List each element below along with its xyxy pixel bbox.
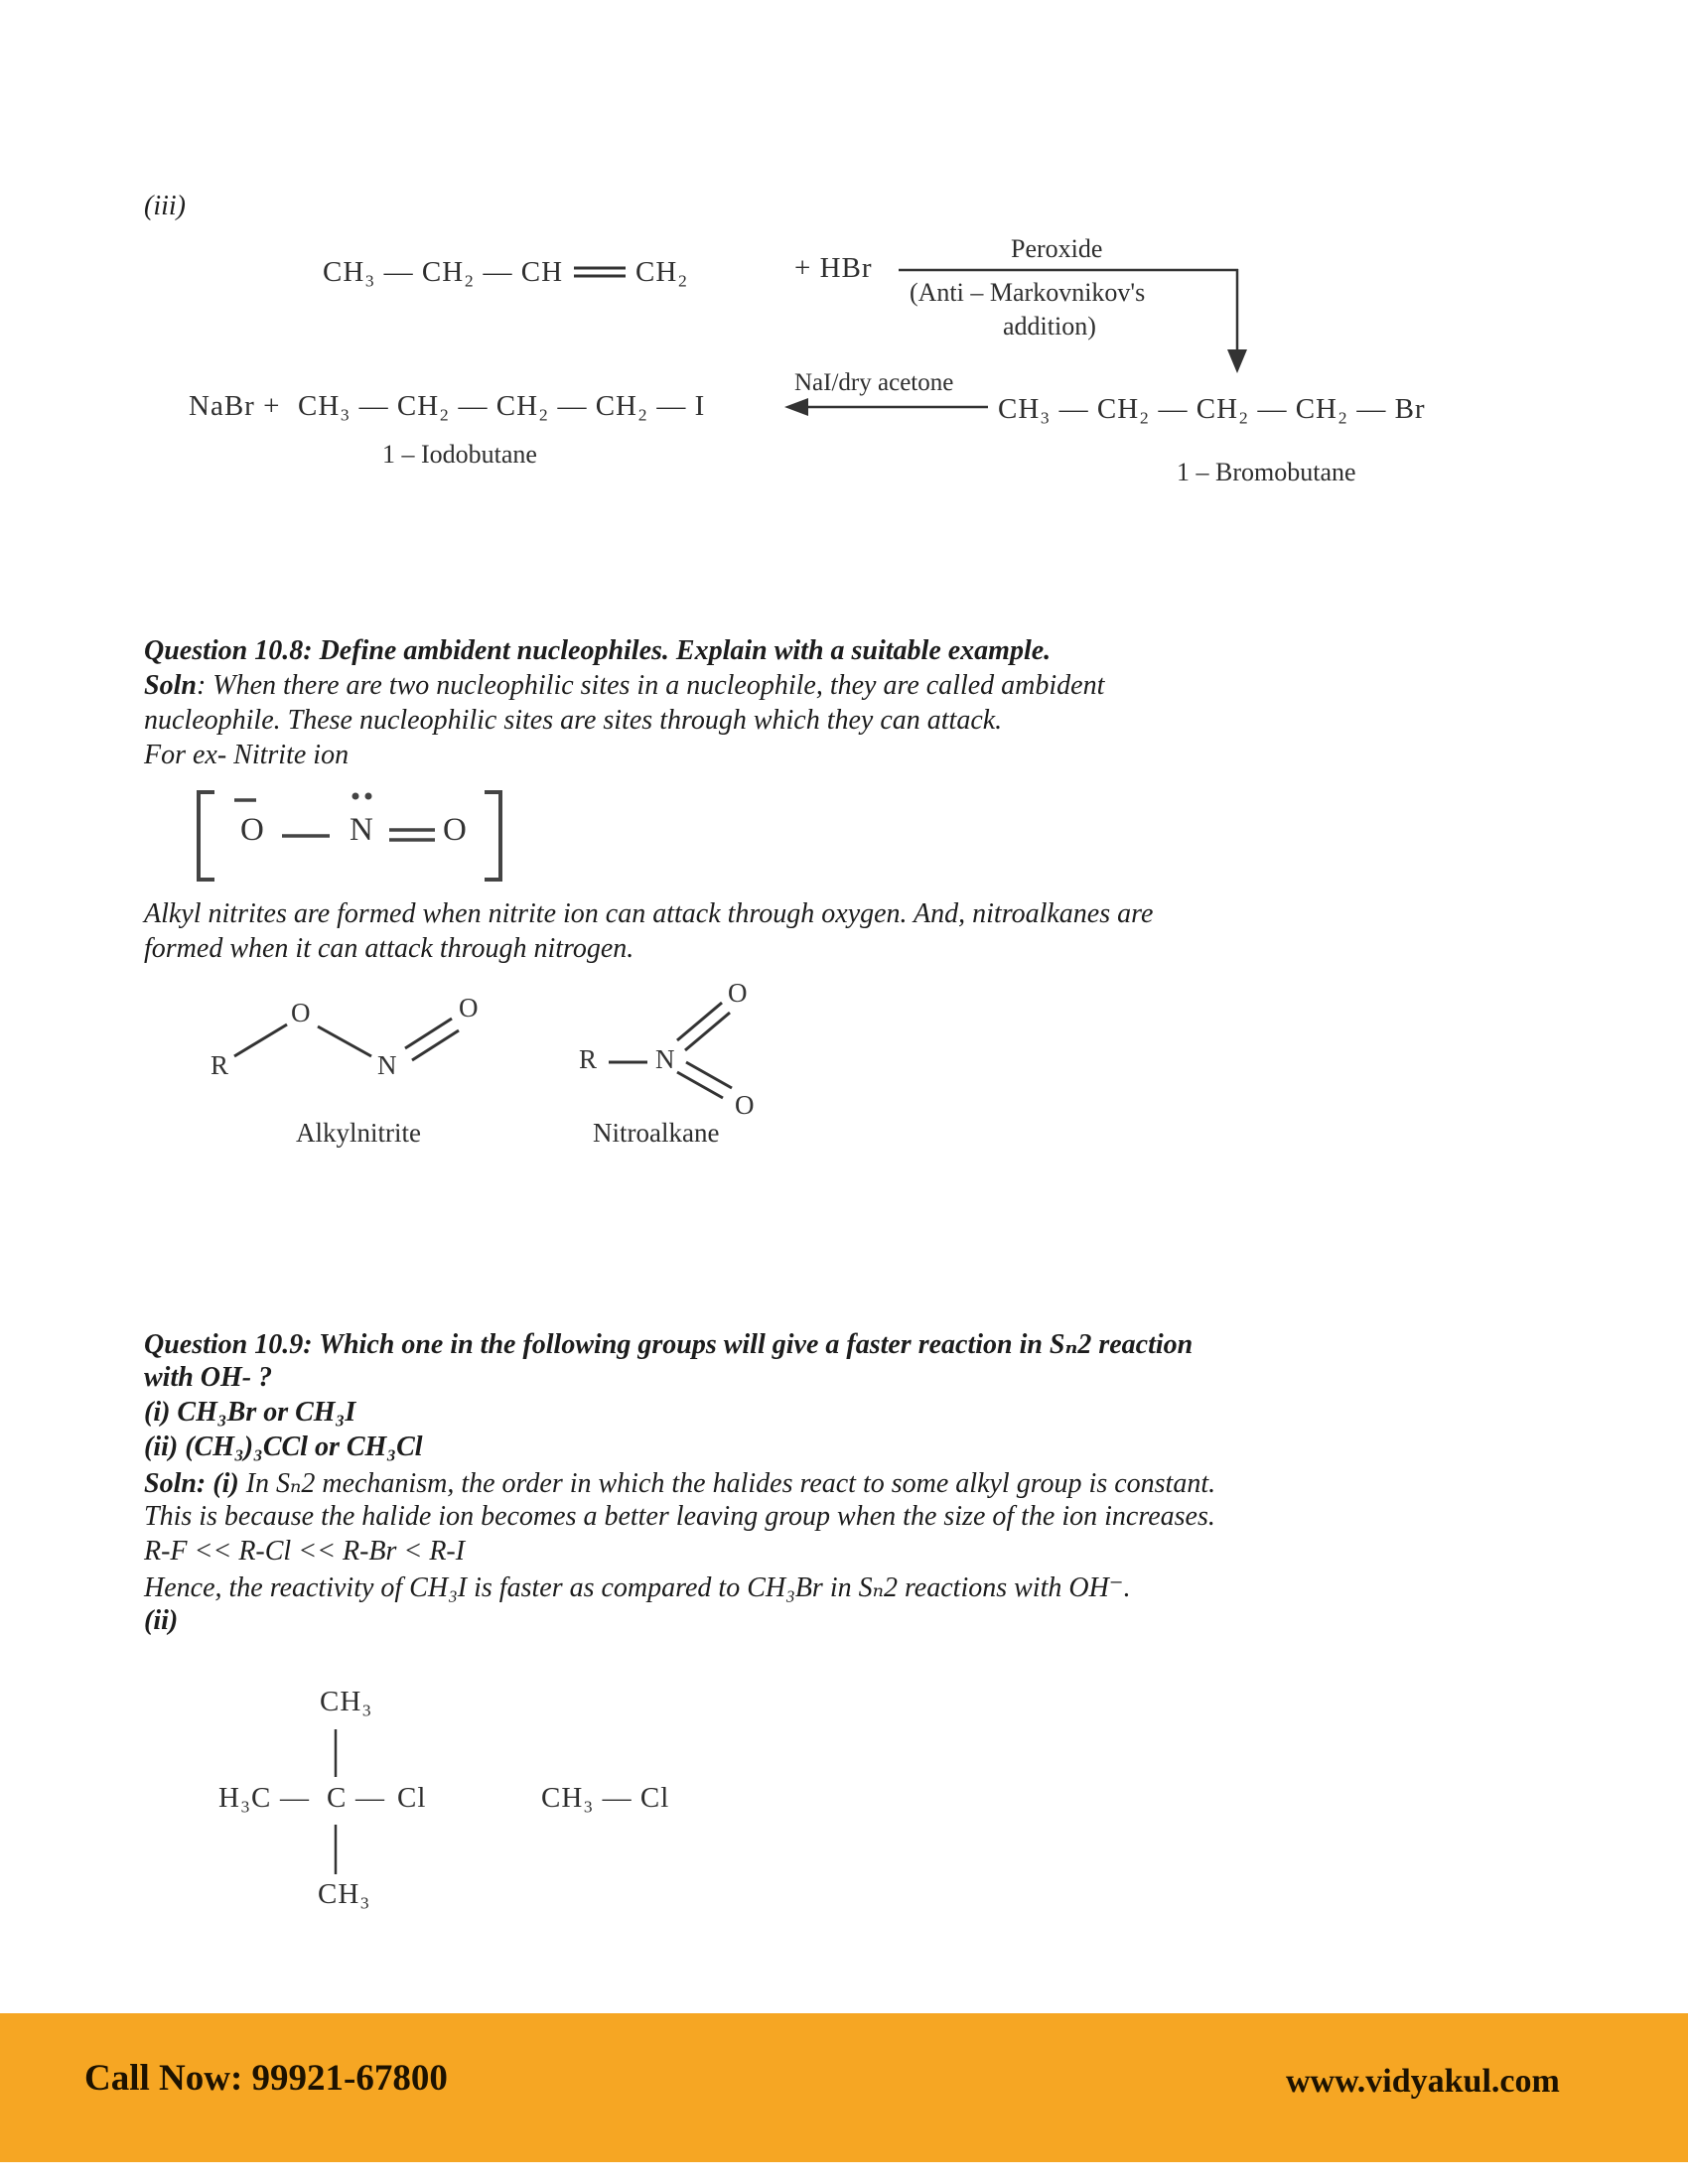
- nitrite-n: N: [350, 812, 373, 848]
- q9-option2: (ii) (CH₃)₃CCl or CH₃Cl: [144, 1432, 423, 1462]
- nitroalkane-r: R: [579, 1044, 598, 1074]
- alkylnitrite-r: R: [211, 1050, 229, 1080]
- q8-line4: For ex- Nitrite ion: [144, 740, 350, 770]
- tbutyl-bond2: —: [355, 1782, 385, 1814]
- q9-title-line2: with OH- ?: [144, 1362, 273, 1393]
- bond-n-o-double: [412, 1030, 459, 1060]
- methyl-chloride: CH₃ — Cl: [541, 1782, 670, 1814]
- bond-n-o-double: [405, 1019, 452, 1048]
- para2-line1: Alkyl nitrites are formed when nitrite ion can attack through oxygen. And, nitroalkanes are: [144, 898, 1154, 929]
- q9-line9: (ii): [144, 1605, 179, 1636]
- reactant-chain-left: CH₃ — CH₂ — CH: [323, 256, 564, 288]
- left-bracket: [197, 790, 214, 882]
- arrow-label-addition: addition): [1003, 312, 1096, 341]
- q9-soln-rest: In Sₙ2 mechanism, the order in which the halides react to some alkyl group is constant.: [238, 1468, 1216, 1499]
- reactant-chain-right: CH₂: [635, 256, 689, 288]
- alkylnitrite-o2: O: [459, 993, 479, 1023]
- iodobutane-chain: CH₃ — CH₂ — CH₂ — CH₂ — I: [298, 390, 706, 422]
- q8-soln-rest: : When there are two nucleophilic sites in a nucleophile, they are called ambident: [196, 670, 1105, 701]
- item-iii-label: (iii): [144, 191, 186, 221]
- down-arrowhead: [1227, 349, 1247, 373]
- nitroalkane-label: Nitroalkane: [593, 1118, 720, 1148]
- right-bracket: [485, 790, 502, 882]
- alkylnitrite-label: Alkylnitrite: [296, 1118, 421, 1148]
- q9-line7: R-F << R-Cl << R-Br < R-I: [144, 1536, 466, 1567]
- tbutyl-cl: Cl: [397, 1782, 427, 1814]
- bond-n-o-top-double: [685, 1013, 730, 1050]
- q9-line6: This is because the halide ion becomes a better leaving group when the size of the ion increases.: [144, 1501, 1215, 1532]
- q9-option1: (i) CH₃Br or CH₃I: [144, 1397, 356, 1428]
- bromobutane-name: 1 – Bromobutane: [1177, 458, 1356, 486]
- q9-soln-prefix: Soln: (i): [144, 1468, 239, 1499]
- q9-soln-line: [144, 1466, 1215, 1500]
- bond-n-o-bottom-double: [677, 1072, 723, 1098]
- q9-line8: Hence, the reactivity of CH₃I is faster as compared to CH₃Br in Sₙ2 reactions with OH⁻.: [144, 1572, 1131, 1603]
- footer-call-now: Call Now: 99921-67800: [84, 2058, 448, 2099]
- lone-pair-dot: [365, 793, 372, 800]
- bromobutane-chain: CH₃ — CH₂ — CH₂ — CH₂ — Br: [998, 393, 1426, 425]
- alkylnitrite-o1: O: [291, 998, 311, 1027]
- left-arrowhead: [784, 398, 808, 416]
- nitroalkane-o-bottom: O: [735, 1090, 755, 1120]
- bond-n-o-bottom-double: [686, 1062, 732, 1088]
- q9-title-line1: Question 10.9: Which one in the following groups will give a faster reaction in Sₙ2 reaction: [144, 1329, 1194, 1360]
- arrow-label-nai-dry-acetone: NaI/dry acetone: [794, 369, 954, 396]
- bond-n-o-top-double: [677, 1003, 722, 1040]
- bond-o-n: [318, 1026, 371, 1056]
- nitroalkane-n: N: [655, 1044, 675, 1074]
- nitroalkane-o-top: O: [728, 978, 748, 1008]
- lone-pair-dot: [352, 793, 359, 800]
- bond-r-o: [234, 1024, 287, 1056]
- arrow-label-anti-markovnikov: (Anti – Markovnikov's: [910, 278, 1146, 307]
- q8-title: Question 10.8: Define ambident nucleophiles. Explain with a suitable example.: [144, 635, 1052, 666]
- q8-soln-line: [144, 670, 1104, 702]
- q8-line3: nucleophile. These nucleophilic sites are sites through which they can attack.: [144, 705, 1003, 736]
- tbutyl-bottom-ch3: CH₃: [318, 1878, 371, 1910]
- nabr-plus: NaBr +: [189, 390, 281, 422]
- nitrite-o-right: O: [443, 812, 467, 848]
- tbutyl-c: C: [327, 1782, 348, 1814]
- tbutyl-top-ch3: CH₃: [320, 1686, 373, 1717]
- nitrite-o-left: O: [240, 812, 264, 848]
- tbutyl-h3c: H₃C: [218, 1782, 272, 1814]
- arrow-label-peroxide: Peroxide: [1011, 234, 1103, 263]
- tbutyl-bond1: —: [280, 1782, 310, 1814]
- footer-website: www.vidyakul.com: [1286, 2063, 1560, 2100]
- alkylnitrite-n: N: [377, 1050, 397, 1080]
- iodobutane-name: 1 – Iodobutane: [382, 440, 537, 469]
- q8-soln-prefix: Soln: [144, 670, 197, 701]
- plus-hbr: + HBr: [794, 252, 873, 284]
- para2-line2: formed when it can attack through nitrogen.: [144, 933, 634, 964]
